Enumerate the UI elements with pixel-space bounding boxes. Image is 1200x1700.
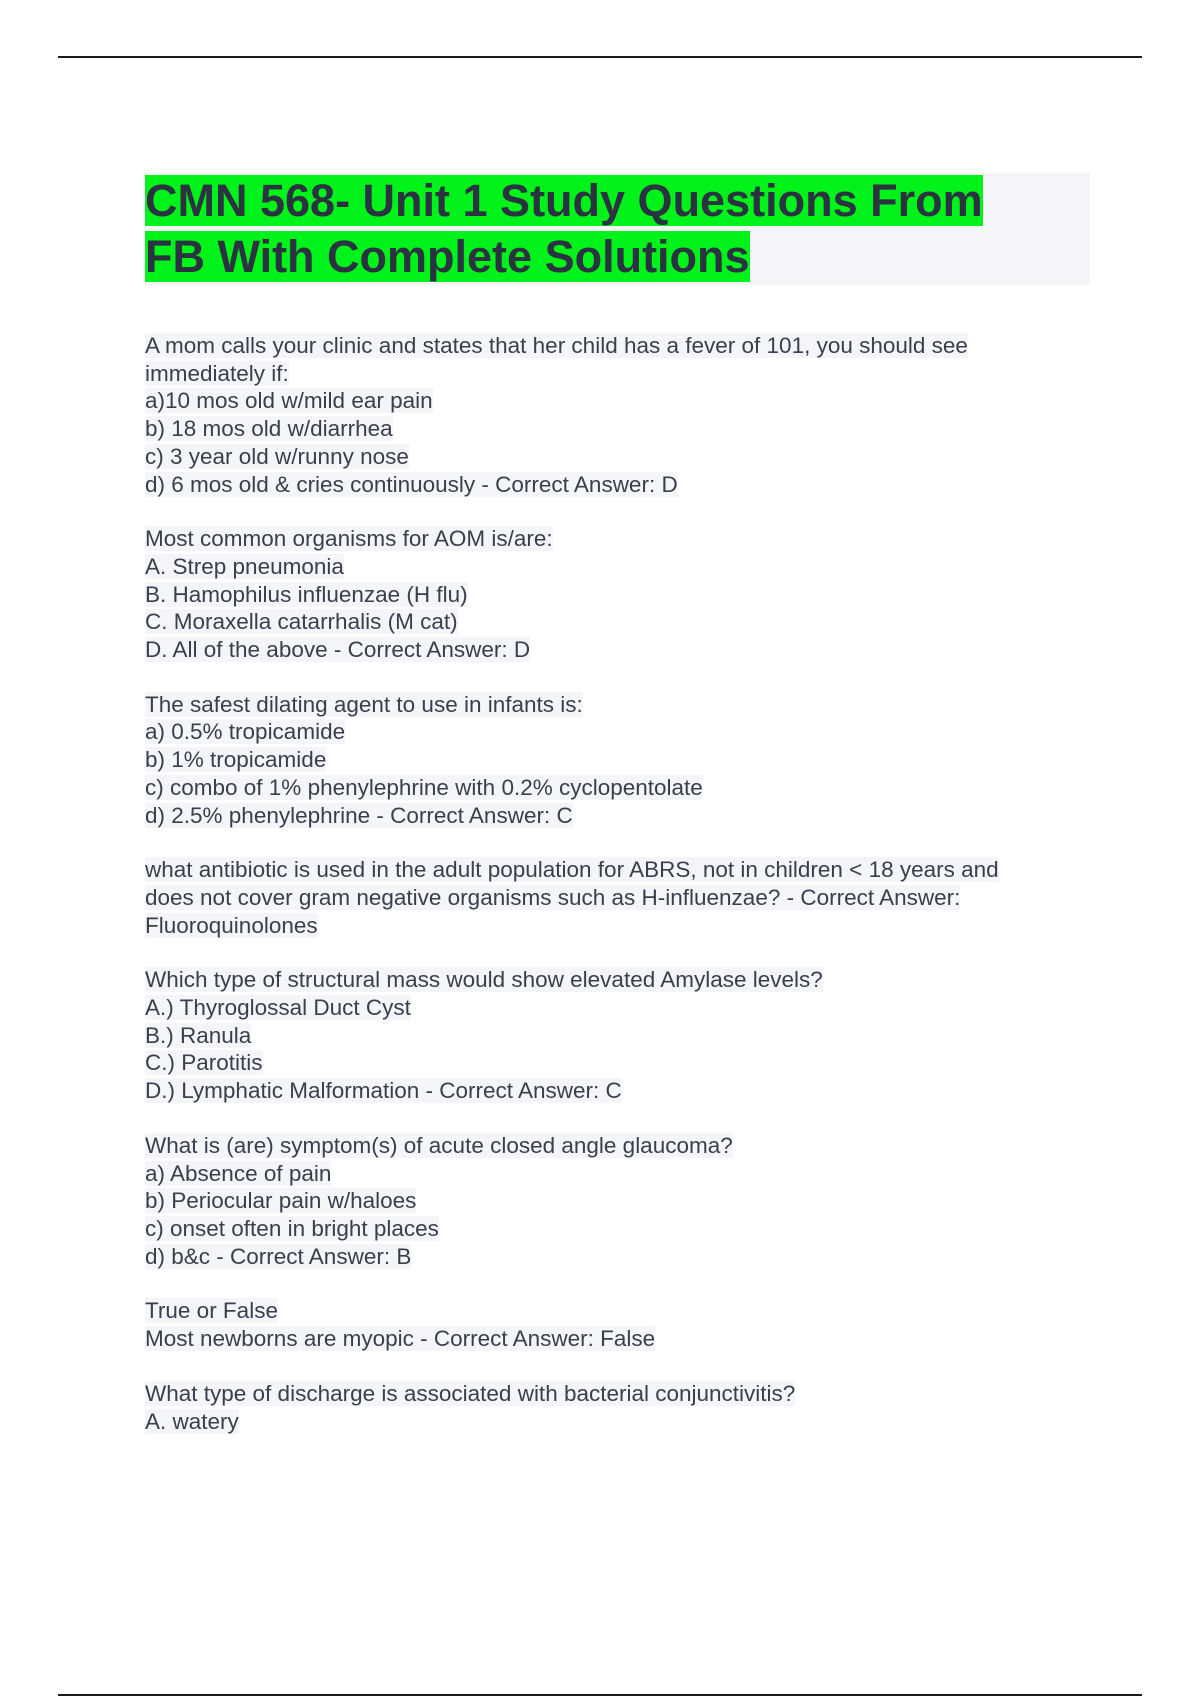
question-line	[145, 1187, 1090, 1215]
question-text: b) Periocular pain w/haloes	[145, 1188, 417, 1214]
question-line	[145, 1160, 1090, 1188]
question-text: Most newborns are myopic - Correct Answer: False	[145, 1326, 656, 1352]
question-line	[145, 691, 1090, 719]
question-text: Fluoroquinolones	[145, 912, 318, 938]
question-line	[145, 1049, 1090, 1077]
question-line	[145, 1132, 1090, 1160]
question-text: B. Hamophilus influenzae (H flu)	[145, 581, 468, 607]
question-text: A mom calls your clinic and states that her child has a fever of 101, you should see	[145, 333, 968, 358]
question-line	[145, 774, 1090, 802]
question-line	[145, 1077, 1090, 1105]
question-text: A. Strep pneumonia	[145, 553, 344, 579]
question-text: A.) Thyroglossal Duct Cyst	[145, 995, 411, 1021]
question-line	[145, 994, 1090, 1022]
question-text: what antibiotic is used in the adult population for ABRS, not in children < 18 years and	[145, 857, 999, 883]
title-line-1: CMN 568- Unit 1 Study Questions From	[145, 175, 983, 226]
question-line	[145, 553, 1090, 581]
question-line	[145, 856, 1090, 884]
question-block	[145, 691, 1090, 830]
question-text: D. All of the above - Correct Answer: D	[145, 637, 531, 663]
question-line	[145, 1243, 1090, 1271]
question-line	[145, 746, 1090, 774]
question-text: a)10 mos old w/mild ear pain	[145, 388, 433, 414]
question-block	[145, 1297, 1090, 1352]
question-line	[145, 718, 1090, 746]
question-text: What is (are) symptom(s) of acute closed angle glaucoma?	[145, 1132, 733, 1158]
question-text: a) Absence of pain	[145, 1160, 332, 1186]
question-text: b) 1% tropicamide	[145, 747, 327, 773]
question-text: b) 18 mos old w/diarrhea	[145, 416, 393, 442]
question-line	[145, 471, 1090, 499]
question-line	[145, 884, 1090, 912]
question-line	[145, 1215, 1090, 1243]
question-text: d) 2.5% phenylephrine - Correct Answer: C	[145, 802, 573, 828]
question-text: immediately if:	[145, 360, 289, 386]
question-line	[145, 1408, 1090, 1436]
top-rule	[58, 56, 1142, 58]
question-text: B.) Ranula	[145, 1022, 252, 1048]
question-text: D.) Lymphatic Malformation - Correct Answer: C	[145, 1078, 622, 1104]
question-line	[145, 1297, 1090, 1325]
question-block	[145, 966, 1090, 1105]
question-text: c) 3 year old w/runny nose	[145, 443, 409, 469]
question-line	[145, 332, 1090, 360]
question-block	[145, 332, 1090, 498]
title-block	[145, 173, 1090, 285]
question-block	[145, 1380, 1090, 1435]
question-line	[145, 525, 1090, 553]
question-text: What type of discharge is associated with bacterial conjunctivitis?	[145, 1380, 796, 1406]
bottom-rule	[58, 1694, 1142, 1696]
question-line	[145, 443, 1090, 471]
question-text: does not cover gram negative organisms such as H-influenzae? - Correct Answer:	[145, 884, 961, 910]
document-title	[145, 173, 1090, 285]
question-text: c) combo of 1% phenylephrine with 0.2% cyclopentolate	[145, 774, 703, 800]
document-body	[145, 173, 1090, 1462]
question-text: A. watery	[145, 1408, 239, 1434]
question-line	[145, 1380, 1090, 1408]
question-text: c) onset often in bright places	[145, 1215, 439, 1241]
question-list	[145, 332, 1090, 1435]
question-text: d) 6 mos old & cries continuously - Correct Answer: D	[145, 471, 678, 497]
question-text: d) b&c - Correct Answer: B	[145, 1243, 412, 1269]
question-line	[145, 1325, 1090, 1353]
question-block	[145, 525, 1090, 664]
question-line	[145, 966, 1090, 994]
question-line	[145, 802, 1090, 830]
question-text: True or False	[145, 1298, 278, 1324]
question-block	[145, 1132, 1090, 1271]
question-line	[145, 912, 1090, 940]
question-line	[145, 1022, 1090, 1050]
question-text: C.) Parotitis	[145, 1050, 263, 1076]
question-text: Which type of structural mass would show elevated Amylase levels?	[145, 967, 823, 993]
question-text: Most common organisms for AOM is/are:	[145, 526, 553, 552]
question-line	[145, 636, 1090, 664]
question-line	[145, 387, 1090, 415]
question-line	[145, 415, 1090, 443]
question-text: The safest dilating agent to use in infants is:	[145, 691, 583, 717]
question-line	[145, 608, 1090, 636]
question-text: a) 0.5% tropicamide	[145, 719, 346, 745]
question-text: C. Moraxella catarrhalis (M cat)	[145, 609, 458, 635]
question-line	[145, 360, 1090, 388]
question-block	[145, 856, 1090, 939]
question-line	[145, 581, 1090, 609]
title-line-2: FB With Complete Solutions	[145, 231, 750, 282]
